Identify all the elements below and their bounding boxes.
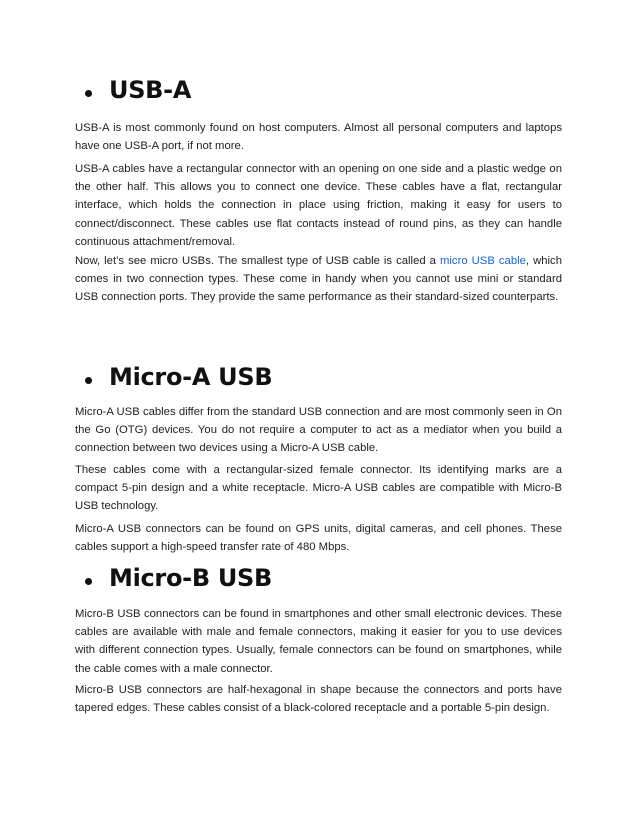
paragraph: These cables come with a rectangular-sized female connector. Its identifying marks are a compact 5-pin design and a white receptacle. Micro-A USB cables are compatible with Micro-B USB technology. bbox=[75, 464, 562, 513]
bullet-icon bbox=[85, 377, 92, 384]
heading-text: Micro-A USB bbox=[109, 363, 273, 391]
paragraph: Micro-B USB connectors can be found in smartphones and other small electronic devices. These cables are available with male and female connectors, making it easier for you to use devices with different connection types. Usually, female connectors can be found on smartphones, while the cable comes with a male connector. bbox=[75, 608, 562, 675]
micro-usb-cable-link[interactable]: micro USB cable bbox=[440, 255, 526, 267]
heading-usb-a bbox=[75, 76, 191, 104]
bullet-icon bbox=[85, 90, 92, 97]
bullet-icon bbox=[85, 578, 92, 585]
paragraph-text: , which comes in two connection types. These come in handy when you cannot use mini or standard USB connection ports. They provide the same performance as their standard-sized counterparts. bbox=[75, 255, 562, 304]
paragraph: Micro-A USB connectors can be found on GPS units, digital cameras, and cell phones. These cables support a high-speed transfer rate of 480 Mbps. bbox=[75, 523, 562, 554]
heading-text: Micro-B USB bbox=[109, 564, 273, 592]
heading-micro-b-usb bbox=[75, 564, 272, 592]
paragraph: Micro-A USB cables differ from the standard USB connection and are most commonly seen in On the Go (OTG) devices. You do not require a computer to act as a mediator when you build a connection between two devices using a Micro-A USB cable. bbox=[75, 406, 562, 455]
paragraph: USB-A is most commonly found on host computers. Almost all personal computers and laptops have one USB-A port, if not more. bbox=[75, 122, 562, 153]
paragraph-with-link bbox=[75, 252, 562, 307]
paragraph: Micro-B USB connectors are half-hexagonal in shape because the connectors and ports have tapered edges. These cables consist of a black-colored receptacle and a portable 5-pin design. bbox=[75, 684, 562, 715]
heading-text: USB-A bbox=[109, 76, 192, 104]
paragraph: USB-A cables have a rectangular connector with an opening on one side and a plastic wedge on the other half. This allows you to connect one device. These cables have a flat, rectangular interface, which holds the connection in place using friction, making it easy for users to connect/disconnect. These cables use flat contacts instead of round pins, as they can handle continuous attachment/removal. bbox=[75, 163, 562, 248]
paragraph-text: Now, let’s see micro USBs. The smallest type of USB cable is called a bbox=[75, 255, 440, 267]
heading-micro-a-usb bbox=[75, 363, 272, 391]
